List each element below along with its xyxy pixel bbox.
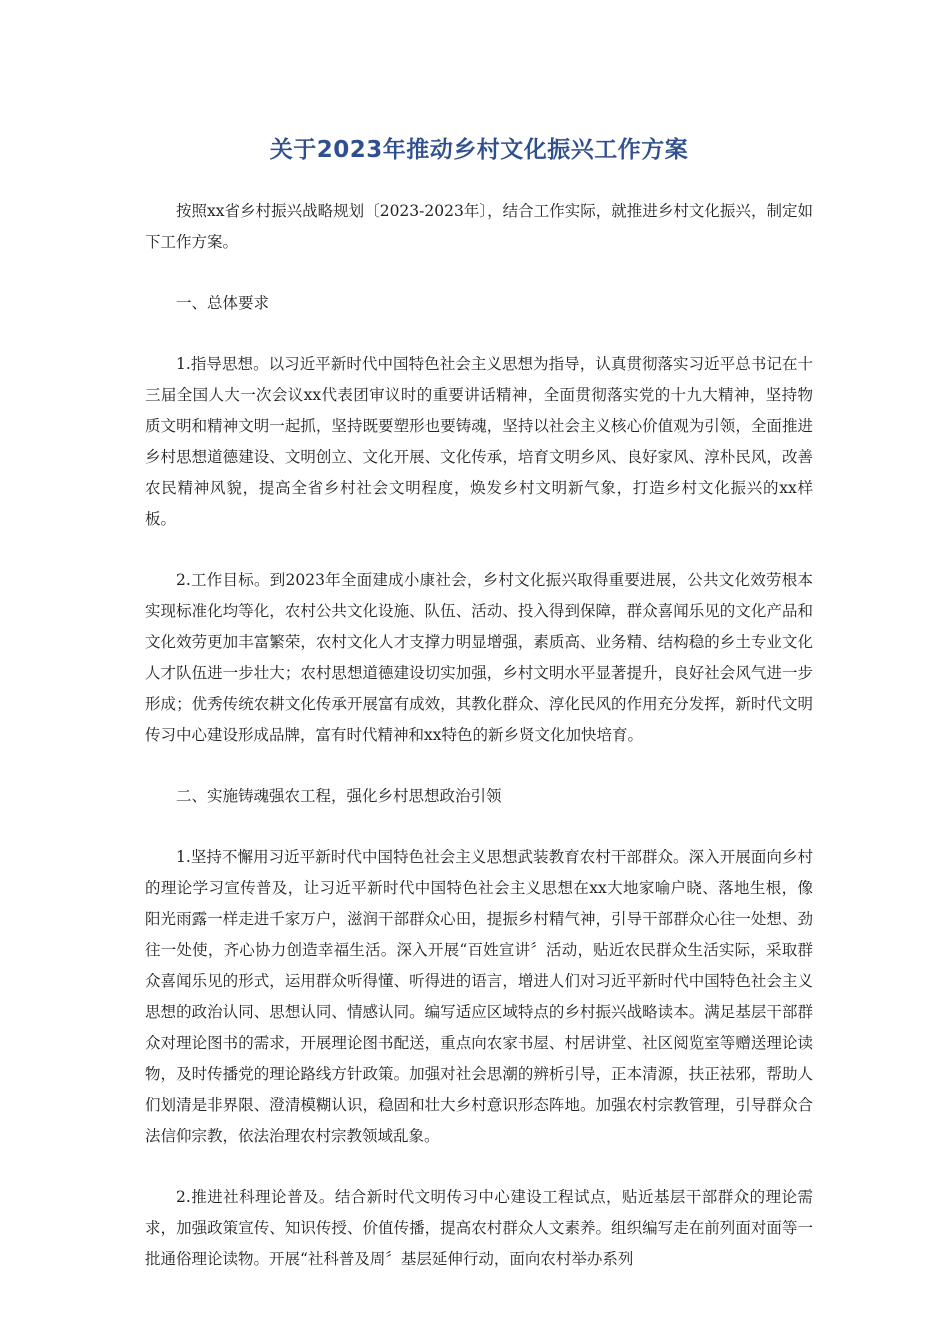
- intro-paragraph: 按照xx省乡村振兴战略规划〔2023-2023年〕，结合工作实际，就推进乡村文化振兴，制定如下工作方案。: [145, 202, 813, 251]
- document-title: 关于2023年推动乡村文化振兴工作方案: [269, 137, 689, 163]
- paragraph-social-science-popularization: 2.推进社科理论普及。结合新时代文明传习中心建设工程试点，贴近基层干部群众的理论需求，加强政策宣传、知识传授、价值传播，提高农村群众人文素养。组织编写走在前列面对面等一批通俗理论读物。开展“社科普及周〞基层延伸行动，面向农村举办系列: [145, 1188, 813, 1268]
- paragraph-theory-education: 1.坚持不懈用习近平新时代中国特色社会主义思想武装教育农村干部群众。深入开展面向乡村的理论学习宣传普及，让习近平新时代中国特色社会主义思想在xx大地家喻户晓、落地生根，像阳光雨露一样走进千家万户，滋润干部群众心田，提振乡村精气神，引导干部群众心往一处想、劲往一处使，齐心协力创造幸福生活。深入开展“百姓宣讲〞活动，贴近农民群众生活实际，采取群众喜闻乐见的形式，运用群众听得懂、听得进的语言，增进人们对习近平新时代中国特色社会主义思想的政治认同、思想认同、情感认同。编写适应区域特点的乡村振兴战略读本。满足基层干部群众对理论图书的需求，开展理论图书配送，重点向农家书屋、村居讲堂、社区阅览室等赠送理论读物，及时传播党的理论路线方针政策。加强对社会思潮的辨析引导，正本清源，扶正祛邪，帮助人们划清是非界限、澄清模糊认识，稳固和壮大乡村意识形态阵地。加强农村宗教管理，引导群众合法信仰宗教，依法治理农村宗教领域乱象。: [145, 848, 813, 1145]
- section-heading-general-requirements: 一、总体要求: [176, 294, 270, 312]
- section-heading-soul-casting-project: 二、实施铸魂强农工程，强化乡村思想政治引领: [176, 787, 502, 805]
- document-page: [145, 130, 813, 1305]
- paragraph-work-goals: 2.工作目标。到2023年全面建成小康社会，乡村文化振兴取得重要进展，公共文化效劳根本实现标准化均等化，农村公共文化设施、队伍、活动、投入得到保障，群众喜闻乐见的文化产品和文化效劳更加丰富繁荣，农村文化人才支撑力明显增强，素质高、业务精、结构稳的乡土专业文化人才队伍进一步壮大；农村思想道德建设切实加强，乡村文明水平显著提升，良好社会风气进一步形成；优秀传统农耕文化传承开展富有成效，其教化群众、淳化民风的作用充分发挥，新时代文明传习中心建设形成品牌，富有时代精神和xx特色的新乡贤文化加快培育。: [145, 571, 813, 744]
- paragraph-guiding-ideology: 1.指导思想。以习近平新时代中国特色社会主义思想为指导，认真贯彻落实习近平总书记在十三届全国人大一次会议xx代表团审议时的重要讲话精神，全面贯彻落实党的十九大精神，坚持物质文明和精神文明一起抓，坚持既要塑形也要铸魂，坚持以社会主义核心价值观为引领，全面推进乡村思想道德建设、文明创立、文化开展、文化传承，培育文明乡风、良好家风、淳朴民风，改善农民精神风貌，提高全省乡村社会文明程度，焕发乡村文明新气象，打造乡村文化振兴的xx样板。: [145, 355, 813, 528]
